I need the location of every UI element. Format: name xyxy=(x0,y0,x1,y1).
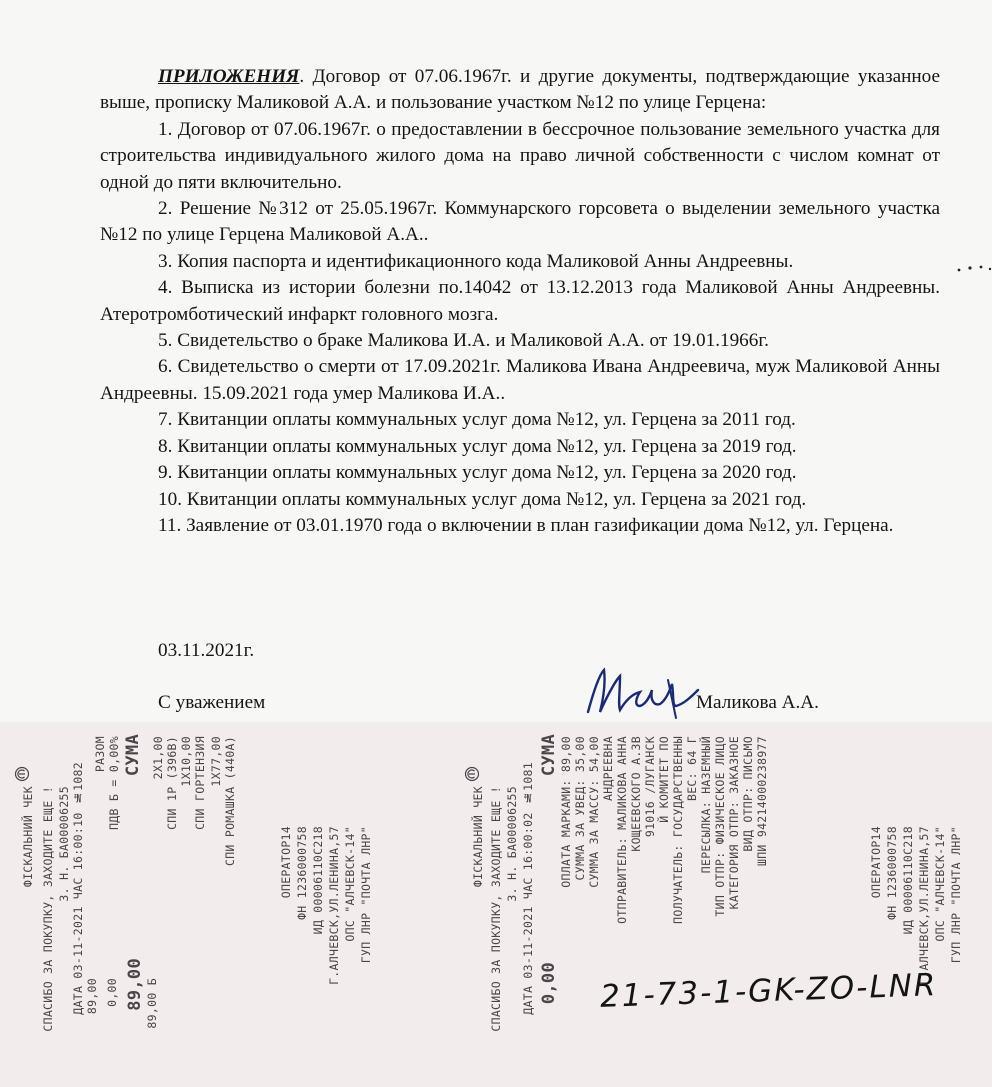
receipt-right-header-line: ФН 1236000758 xyxy=(885,826,899,920)
receipt-left-item-line: 1Х77,00 xyxy=(209,736,223,787)
letter-body xyxy=(100,64,940,539)
receipt-right-line: ПЕРЕСЫЛКА: НАЗЕМНЫЙ xyxy=(699,736,713,874)
receipt-right-line: ВИД ОТПР: ПИСЬМО xyxy=(741,736,755,852)
receipt-left-header-line: ГУП ЛНР "ПОЧТА ЛНР" xyxy=(359,826,373,964)
receipt-left-footer-line: РАЗОМ xyxy=(93,736,107,773)
closing-regards: С уважением xyxy=(158,692,266,713)
receipt-left-item-line: СПИ ГОРТЕНЗИЯ xyxy=(193,736,207,830)
list-item: 5. Свидетельство о браке Маликова И.А. и Маликовой А.А. от 19.01.1966г. xyxy=(158,330,769,352)
list-item: 6. Свидетельство о смерти от 17.09.2021г. Маликова Ивана Андреевича, муж Маликовой Анны Андреевны. 15.09.2021 года умер Маликова И.А.. xyxy=(100,356,940,404)
ink-specks xyxy=(955,262,992,274)
list-item: 4. Выписка из истории болезни по.14042 от 13.12.2013 года Маликовой Анны Андреевны. Атеротромботический инфаркт головного мозга. xyxy=(100,277,940,325)
receipt-left-header-line: ОПЕРАТОР14 xyxy=(279,826,293,899)
letter-date: 03.11.2021г. xyxy=(158,640,255,661)
receipt-right-line: 91016 /ЛУГАНСК xyxy=(643,736,657,838)
receipt-right-line: ПОЛУЧАТЕЛЬ: ГОСУДАРСТВЕННЫ xyxy=(671,736,685,924)
receipt-right-footer-line: ДАТА 03-11-2021 ЧАС 16:00:02 №1081 xyxy=(521,762,535,1015)
receipt-right-footer-line: СПАСИБО ЗА ПОКУПКУ, ЗАХОДИТЕ ЕЩЕ ! xyxy=(489,786,503,1032)
receipt-left-header-line: Г.АЛЧЕВСК,УЛ.ЛЕНИНА,57 xyxy=(327,826,341,985)
list-item: 10. Квитанции оплаты коммунальных услуг дома №12, ул. Герцена за 2021 год. xyxy=(158,488,807,510)
receipt-right-total: 0,00 xyxy=(539,962,559,1005)
receipt-left-footer-line: СПАСИБО ЗА ПОКУПКУ, ЗАХОДИТЕ ЕЩЕ ! xyxy=(41,786,55,1032)
receipt-left-total: 89,00 xyxy=(125,958,145,1011)
receipts-area xyxy=(0,722,992,1087)
intro-label: ПРИЛОЖЕНИЯ xyxy=(158,66,300,87)
receipt-right-line: СУММА ЗА УВЕД: 35,00 xyxy=(573,736,587,881)
receipt-right-footer-line: ФІСКАЛЬНИЙ ЧЕК xyxy=(471,786,485,888)
receipt-right-header-line: Г.АЛЧЕВСК,УЛ.ЛЕНИНА,57 xyxy=(917,826,931,985)
receipt-right-line: КОЩЕЕВСКОГО А.ЗВ xyxy=(629,736,643,852)
receipt-right-header-line: ОПС "АЛЧЕВСК-14" xyxy=(933,826,947,942)
receipt-right-line: СУММА ЗА МАССУ: 54,00 xyxy=(587,736,601,888)
receipt-left-item-line: 2Х1,00 xyxy=(151,736,165,780)
receipt-right-line: ОТПРАВИТЕЛЬ: МАЛИКОВА АННА xyxy=(615,736,629,924)
receipt-right-header-line: ОПЕРАТОР14 xyxy=(869,826,883,899)
receipt-e-icon xyxy=(14,766,30,782)
receipt-right xyxy=(460,722,992,1072)
receipt-right-header-line: ГУП ЛНР "ПОЧТА ЛНР" xyxy=(949,826,963,964)
receipt-left-footer-line: З. Н. БА00006255 xyxy=(57,786,71,902)
receipt-left-suma: СУМА xyxy=(123,734,143,777)
receipt-e-icon xyxy=(464,766,480,782)
receipt-left-header-line: ИД 00006110С218 xyxy=(311,826,325,935)
receipt-left-footer-line: ДАТА 03-11-2021 ЧАС 16:00:10 №1082 xyxy=(71,762,85,1015)
receipt-left-footer-line: ФІСКАЛЬНИЙ ЧЕК xyxy=(21,786,35,888)
receipt-left-value: 89,00 xyxy=(85,978,99,1015)
receipt-right-line: ОПЛАТА МАРКАМИ: 89,00 xyxy=(559,736,573,888)
list-item: 3. Копия паспорта и идентификационного кода Маликовой Анны Андреевны. xyxy=(158,250,794,272)
receipt-left-value: 89,00 Б xyxy=(145,978,159,1029)
receipt-right-line: ТИП ОТПР: ФИЗИЧЕСКОЕ ЛИЦО xyxy=(713,736,727,917)
receipt-right-header-line: ИД 00006110С218 xyxy=(901,826,915,935)
receipt-right-suma: СУМА xyxy=(539,734,559,777)
list-item: 9. Квитанции оплаты коммунальных услуг дома №12, ул. Герцена за 2020 год. xyxy=(158,462,797,484)
signer-name: Маликова А.А. xyxy=(696,692,819,713)
list-item: 8. Квитанции оплаты коммунальных услуг дома №12, ул. Герцена за 2019 год. xyxy=(158,435,797,457)
list-item: 2. Решение №312 от 25.05.1967г. Коммунарского горсовета о выделении земельного участка №12 по улице Герцена Маликовой А.А.. xyxy=(100,198,940,246)
receipt-left-item-line: СПИ 1Р (396В) xyxy=(165,736,179,830)
receipt-left-value: 0,00 xyxy=(105,978,119,1007)
receipt-right-footer-line: З. Н. БА00006255 xyxy=(505,786,519,902)
receipt-left-footer-line: ПДВ Б = 0,00% xyxy=(107,736,121,830)
list-item: 7. Квитанции оплаты коммунальных услуг дома №12, ул. Герцена за 2011 год. xyxy=(158,409,796,431)
signature-image xyxy=(580,660,710,730)
receipt-right-line: АНДРЕЕВНА xyxy=(601,736,615,802)
receipt-right-line: ВЕС: 64 Г xyxy=(685,736,699,802)
intro-text: . Договор от 07.06.1967г. и другие документы, подтверждающие указанное выше, прописку Маликовой А.А. и пользование участком №12 по улице Герцена: xyxy=(100,66,940,114)
receipt-left-item-line: 1Х10,00 xyxy=(179,736,193,787)
intro-paragraph xyxy=(100,64,940,117)
receipt-left-item-line: СПИ РОМАШКА (440А) xyxy=(223,736,237,867)
handwritten-note: 21-73-1-GK-ZO-LNR xyxy=(599,967,938,1015)
receipt-right-line: Й КОМИТЕТ ПО xyxy=(657,736,671,823)
receipt-right-line: КАТЕГОРИЯ ОТПР: ЗАКАЗНОЕ xyxy=(727,736,741,910)
receipt-left-header-line: ОПС "АЛЧЕВСК-14" xyxy=(343,826,357,942)
receipt-right-line: ШПИ 94214000238977 xyxy=(755,736,769,867)
list-item: 11. Заявление от 03.01.1970 года о включении в план газификации дома №12, ул. Герцена. xyxy=(158,514,894,536)
list-item: 1. Договор от 07.06.1967г. о предоставлении в бессрочное пользование земельного участка для строительства индивидуального жилого дома на право личной собственности с числом комнат от одной до пяти включительно. xyxy=(100,118,940,193)
receipt-left xyxy=(0,722,503,1072)
receipt-left-header-line: ФН 1236000758 xyxy=(295,826,309,920)
